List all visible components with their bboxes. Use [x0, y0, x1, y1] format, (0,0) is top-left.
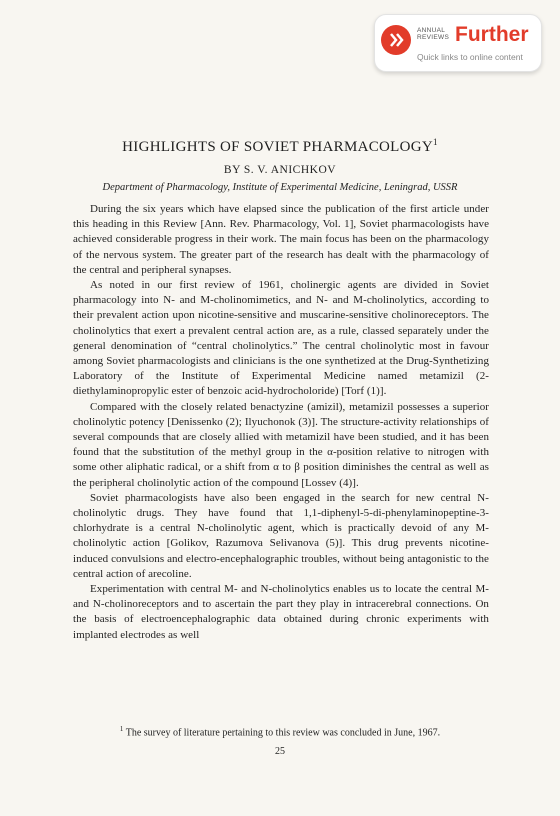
further-word: Further — [455, 23, 529, 46]
article-title: HIGHLIGHTS OF SOVIET PHARMACOLOGY$^1$ — [122, 137, 438, 155]
article-body — [73, 202, 489, 643]
footnote: $^1$ The survey of literature pertaining to this review was concluded in June, 1967. — [119, 725, 441, 739]
article-author: BY S. V. ANICHKOV — [223, 164, 337, 176]
paragraph: As noted in our first review of 1961, cholinergic agents are divided in Soviet pharmacology into N- and M-cholinomimetics, and N- and M-cholinolytics, according to their prevalent action upon nicotine-sensitive and muscarine-sensitive cholinoreceptors. The cholinolytics that exert a prevalent central action are, as a rule, classed separately under the general denomination of “central cholinolytics.” The central cholinolytic most in favour among Soviet pharmacologists and clinicians is the one synthetized at the Drug-Synthetizing Laboratory of the Institute of Experimental Medicine named metamizil (2-diethylaminopropylic ester of benzoic acid-hydrocholoride) [Torf (1)]. — [73, 279, 489, 398]
paragraph: Experimentation with central M- and N-cholinolytics enables us to locate the central M- and N-cholinoreceptors and to ascertain the part they play in intracerebral connections. On the basis of electroencephalographic data obtained during chronic experiments with implanted electrodes as well — [73, 583, 489, 641]
article-affiliation: Department of Pharmacology, Institute of Experimental Medicine, Leningrad, USSR — [102, 182, 458, 193]
further-badge[interactable] — [374, 14, 542, 72]
further-logo-icon — [381, 25, 411, 55]
paragraph: Compared with the closely related benactyzine (amizil), metamizil possesses a superior cholinolytic potency [Denissenko (2); Ilyuchonok (3)]. The structure-activity relationships of several compounds that are closely allied with metamizil have been studied, and it has been found that the substitution of the methyl group in the α-position relative to nitrogen with some other aliphatic radical, or a shift from α to β position diminishes the central as well as the peripheral cholinolytic action of the compound [Lossev (4)]. — [73, 400, 489, 489]
further-subtitle: Quick links to online content — [417, 52, 523, 62]
paragraph: During the six years which have elapsed since the publication of the first article under this heading in this Review [Ann. Rev. Pharmacology, Vol. 1], Soviet pharmacologists have achieved considerable progress in their work. The main focus has been on the pharmacology of the nervous system. The greater part of the research has dealt with the pharmacology of the central and peripheral synapses. — [73, 203, 489, 276]
title-footnote-mark: 1 — [433, 137, 438, 147]
annual-reviews-logo: ANNUAL REVIEWS — [417, 27, 450, 41]
paragraph: Soviet pharmacologists have also been engaged in the search for new central N-cholinolytic drugs. They have found that 1,1-diphenyl-5-di-phenylaminopeptine-3-chlorhydrate is a central N-cholinolytic agent, which is practically devoid of any M-cholinolytic action [Golikov, Razumova Selivanova (5)]. This drug prevents nicotine-induced convulsions and electro-encephalographic troubles, without being antagonistic to the central action of arecoline. — [73, 491, 489, 580]
page-number: 25 — [275, 746, 285, 757]
